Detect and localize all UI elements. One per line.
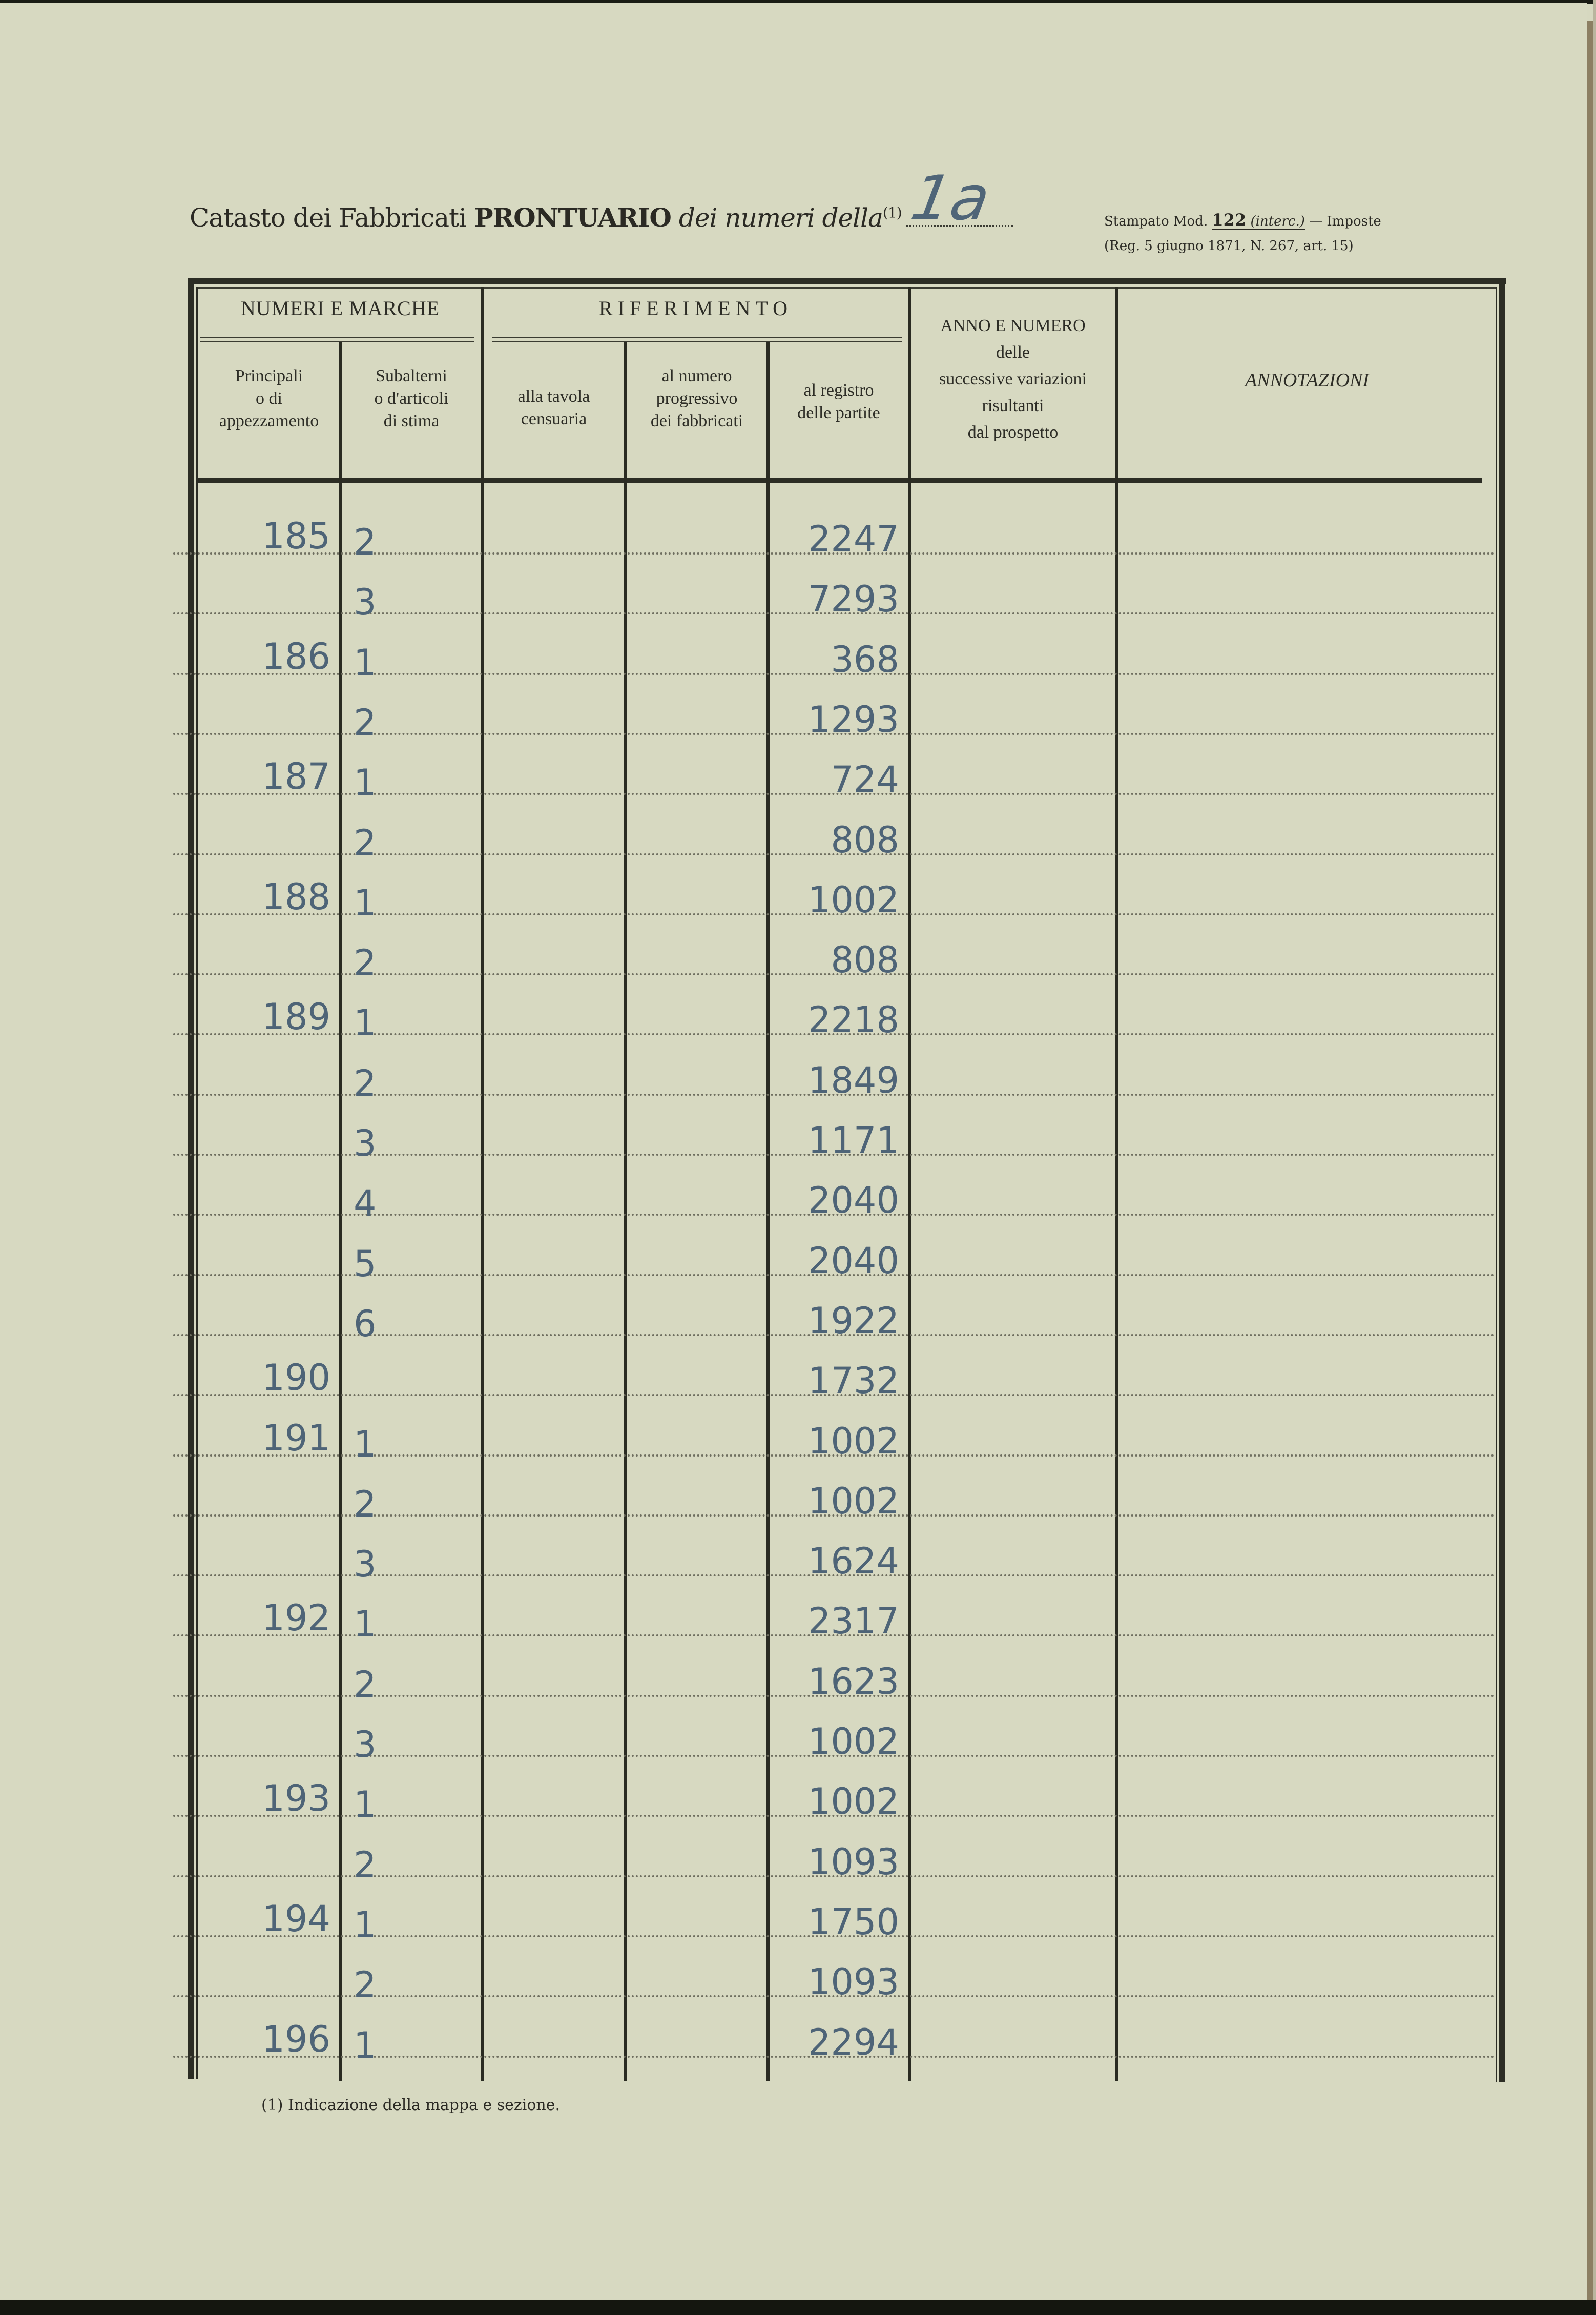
stamp-line-1: Stampato Mod. 122 (interc.) — Imposte (1104, 210, 1381, 230)
header-annotazioni: ANNOTAZIONI (1245, 370, 1370, 391)
cell-registro-partite: 2040 (807, 1240, 899, 1282)
cell-principale: 192 (262, 1597, 330, 1639)
cell-subalterno: 6 (354, 1303, 377, 1345)
table-top-inner-line (197, 287, 1496, 289)
header-tavola-censuaria: alla tavola censuaria (517, 387, 590, 428)
table-left-inner-line (196, 287, 198, 2079)
col-divider-group (481, 287, 484, 2081)
cell-subalterno: 2 (354, 822, 377, 864)
cell-principale: 189 (262, 996, 330, 1038)
title-footnote-ref: (1) (882, 204, 902, 221)
cell-subalterno: 1 (354, 2024, 377, 2066)
col-divider-principali (339, 342, 342, 2081)
cell-registro-partite: 2247 (807, 518, 899, 560)
scan-bottom-edge (0, 2300, 1596, 2315)
cell-registro-partite: 2040 (807, 1179, 899, 1221)
cell-subalterno: 2 (354, 521, 377, 563)
cell-subalterno: 1 (354, 882, 377, 924)
cell-registro-partite: 1002 (807, 1780, 899, 1822)
cell-registro-partite: 808 (831, 819, 899, 861)
cell-registro-partite: 1002 (807, 879, 899, 921)
cell-registro-partite: 7293 (807, 578, 899, 620)
cell-registro-partite: 808 (831, 939, 899, 981)
form-title (190, 202, 1013, 233)
table-right-border (1499, 278, 1505, 2082)
col-divider-anno (1115, 287, 1118, 2081)
cell-principale: 188 (262, 876, 330, 918)
header-numero-progressivo: al numero progressivo dei fabbricati (650, 366, 743, 431)
header-subalterni: Subalterni o d'articoli di stima (374, 366, 449, 431)
cell-registro-partite: 1624 (807, 1540, 899, 1582)
numeri-group-rule (200, 337, 474, 338)
riferimento-group-rule (492, 337, 902, 338)
table-left-border (188, 278, 194, 2079)
cell-subalterno: 2 (354, 1664, 377, 1706)
cell-subalterno: 1 (354, 1603, 377, 1645)
cell-registro-partite: 2317 (807, 1600, 899, 1642)
title-catasto: Catasto dei Fabbricati (190, 203, 467, 233)
cell-principale: 193 (262, 1777, 330, 1819)
col-divider-numero (766, 342, 770, 2081)
cell-subalterno: 4 (354, 1182, 377, 1224)
cell-subalterno: 3 (354, 581, 377, 623)
cell-principale: 190 (262, 1357, 330, 1399)
table-top-border (188, 278, 1506, 284)
header-numeri-e-marche: NUMERI E MARCHE (240, 297, 440, 320)
cell-subalterno: 1 (354, 1904, 377, 1946)
cell-principale: 191 (262, 1417, 330, 1459)
cell-subalterno: 2 (354, 1844, 377, 1886)
header-principali: Principali o di appezzamento (219, 366, 319, 431)
header-bottom-rule (197, 478, 1482, 483)
cell-registro-partite: 1002 (807, 1720, 899, 1763)
stamp-notice (1104, 208, 1381, 258)
cell-registro-partite: 1623 (807, 1661, 899, 1703)
cell-subalterno: 1 (354, 1423, 377, 1465)
cell-subalterno: 1 (354, 762, 377, 804)
cell-subalterno: 2 (354, 1964, 377, 2006)
cell-subalterno: 2 (354, 1483, 377, 1525)
cell-registro-partite: 1002 (807, 1420, 899, 1462)
cell-registro-partite: 724 (831, 759, 899, 801)
cell-principale: 196 (262, 2018, 330, 2060)
numeri-group-rule-2 (200, 341, 474, 342)
cell-registro-partite: 2294 (807, 2021, 899, 2063)
cell-subalterno: 1 (354, 642, 377, 684)
cell-principale: 186 (262, 636, 330, 678)
col-divider-tavola (624, 342, 627, 2081)
cell-registro-partite: 1002 (807, 1480, 899, 1522)
cell-subalterno: 5 (354, 1243, 377, 1285)
cell-subalterno: 3 (354, 1122, 377, 1164)
stamp-model-number: 122 (1212, 210, 1247, 230)
table-right-inner-line (1496, 287, 1497, 2082)
scan-right-strip (1593, 0, 1596, 2315)
header-riferimento: RIFERIMENTO (598, 297, 793, 320)
cell-registro-partite: 368 (831, 639, 899, 681)
stamp-line-2: (Reg. 5 giugno 1871, N. 267, art. 15) (1104, 238, 1354, 254)
title-dei-numeri: dei numeri della (678, 203, 883, 233)
title-prontuario: PRONTUARIO (474, 202, 671, 233)
cell-principale: 187 (262, 755, 330, 797)
header-registro-partite: al registro delle partite (797, 381, 880, 422)
cell-subalterno: 2 (354, 1062, 377, 1104)
cell-registro-partite: 1293 (807, 699, 899, 741)
header-anno-numero: ANNO E NUMERO delle successive variazioni risultanti dal prospetto (939, 316, 1087, 442)
cell-registro-partite: 2218 (807, 999, 899, 1041)
page-right-edge (1587, 21, 1593, 2300)
cell-registro-partite: 1093 (807, 1841, 899, 1883)
cell-subalterno: 2 (354, 942, 377, 984)
cell-registro-partite: 1922 (807, 1300, 899, 1342)
handwritten-section: 1a (905, 163, 996, 234)
cell-subalterno: 1 (354, 1784, 377, 1826)
riferimento-group-rule-2 (492, 341, 902, 342)
cell-registro-partite: 1750 (807, 1901, 899, 1943)
cell-registro-partite: 1732 (807, 1360, 899, 1402)
cell-registro-partite: 1849 (807, 1059, 899, 1101)
cell-registro-partite: 1093 (807, 1961, 899, 2003)
cell-registro-partite: 1171 (807, 1119, 899, 1161)
cell-subalterno: 2 (354, 702, 377, 744)
cell-principale: 194 (262, 1898, 330, 1940)
cell-subalterno: 3 (354, 1543, 377, 1585)
cell-subalterno: 3 (354, 1724, 377, 1766)
col-divider-registro (908, 287, 911, 2081)
cell-principale: 185 (262, 515, 330, 557)
footnote: (1) Indicazione della mappa e sezione. (261, 2096, 561, 2114)
cell-subalterno: 1 (354, 1002, 377, 1044)
